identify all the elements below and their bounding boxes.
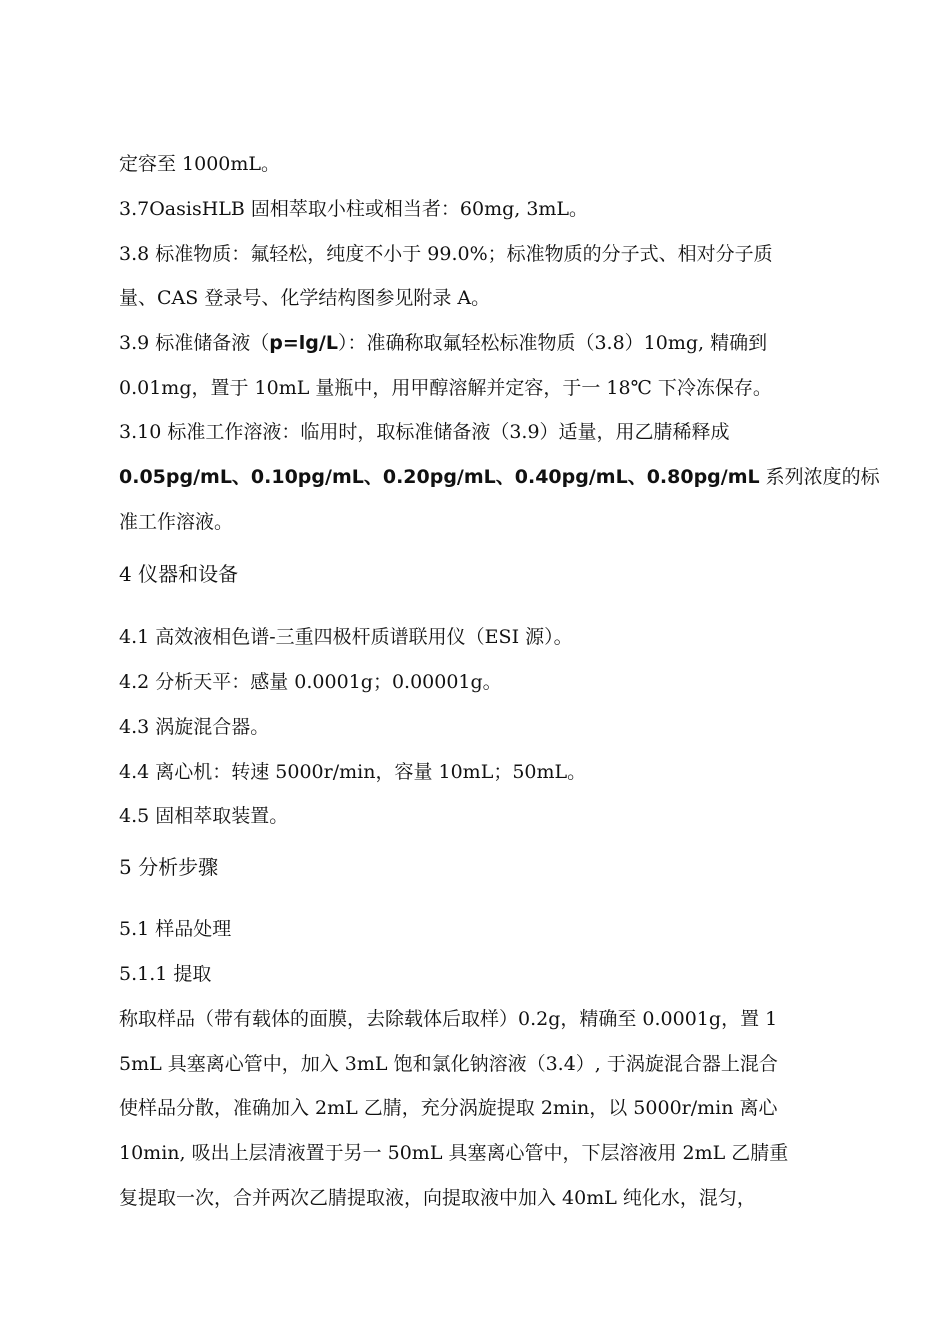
- line-text: 4.2 分析天平：感量 0.0001g；0.00001g。: [119, 671, 502, 693]
- line-text: 4.5 固相萃取装置。: [119, 805, 289, 827]
- line-text: 3.10 标准工作溶液：临用时，取标准储备液（3.9）适量，用乙腈稀释成: [119, 421, 730, 443]
- paragraph-line: [119, 465, 880, 489]
- line-text: 复提取一次，合并两次乙腈提取液，向提取液中加入 40mL 纯化水，混匀，: [119, 1187, 756, 1209]
- item-3-8: [119, 242, 839, 266]
- paragraph-line: [119, 1052, 839, 1076]
- item-4-5: [119, 804, 839, 828]
- item-3-10: [119, 420, 839, 444]
- line-text: 4.3 涡旋混合器。: [119, 716, 270, 738]
- paragraph-line: [119, 376, 839, 400]
- item-4-4: [119, 760, 839, 784]
- paragraph-line: [119, 152, 839, 176]
- heading-text: 4 仪器和设备: [119, 562, 239, 586]
- line-text: 3.7OasisHLB 固相萃取小柱或相当者：60mg, 3mL。: [119, 198, 589, 220]
- item-4-1: [119, 625, 839, 649]
- concentration-series: 0.05pg/mL、0.10pg/mL、0.20pg/mL、0.40pg/mL、0.80pg/mL: [119, 466, 760, 488]
- line-text: 准工作溶液。: [119, 511, 234, 533]
- line-text: 系列浓度的标: [759, 466, 880, 488]
- subsection-5-1-1: [119, 962, 839, 986]
- item-4-3: [119, 715, 839, 739]
- paragraph-line: [119, 1096, 839, 1120]
- line-text: 5mL 具塞离心管中，加入 3mL 饱和氯化钠溶液（3.4）, 于涡旋混合器上混合: [119, 1053, 778, 1075]
- line-text: 定容至 1000mL。: [119, 153, 281, 175]
- subsection-5-1: [119, 917, 839, 941]
- section-heading-5: [119, 855, 839, 879]
- line-text: 0.01mg，置于 10mL 量瓶中，用甲醇溶解并定容，于一 18℃ 下冷冻保存。: [119, 377, 772, 399]
- line-text: 4.1 高效液相色谱-三重四极杆质谱联用仪（ESI 源）。: [119, 626, 573, 648]
- line-text: 使样品分散，准确加入 2mL 乙腈，充分涡旋提取 2min，以 5000r/min 离心: [119, 1097, 778, 1119]
- line-text: 3.9 标准储备液（: [119, 332, 270, 354]
- heading-text: 5 分析步骤: [119, 855, 219, 879]
- paragraph-line: [119, 286, 839, 310]
- line-text: 3.8 标准物质：氟轻松，纯度不小于 99.0%；标准物质的分子式、相对分子质: [119, 243, 773, 265]
- item-3-9: [119, 331, 839, 355]
- item-4-2: [119, 670, 839, 694]
- paragraph-line: [119, 510, 839, 534]
- line-text: 5.1.1 提取: [119, 963, 212, 985]
- line-text: 10min, 吸出上层清液置于另一 50mL 具塞离心管中，下层溶液用 2mL 乙腈重: [119, 1142, 789, 1164]
- paragraph-line: [119, 1141, 839, 1165]
- item-3-7: [119, 197, 839, 221]
- concentration-formula: p=lg/L: [269, 332, 338, 354]
- section-heading-4: [119, 562, 839, 586]
- line-text: ）：准确称取氟轻松标准物质（3.8）10mg, 精确到: [337, 332, 768, 354]
- paragraph-line: [119, 1007, 839, 1031]
- line-text: 称取样品（带有载体的面膜，去除载体后取样）0.2g，精确至 0.0001g，置 1: [119, 1008, 778, 1030]
- line-text: 5.1 样品处理: [119, 918, 232, 940]
- line-text: 量、CAS 登录号、化学结构图参见附录 A。: [119, 287, 491, 309]
- line-text: 4.4 离心机：转速 5000r/min，容量 10mL；50mL。: [119, 761, 587, 783]
- paragraph-line: [119, 1186, 839, 1210]
